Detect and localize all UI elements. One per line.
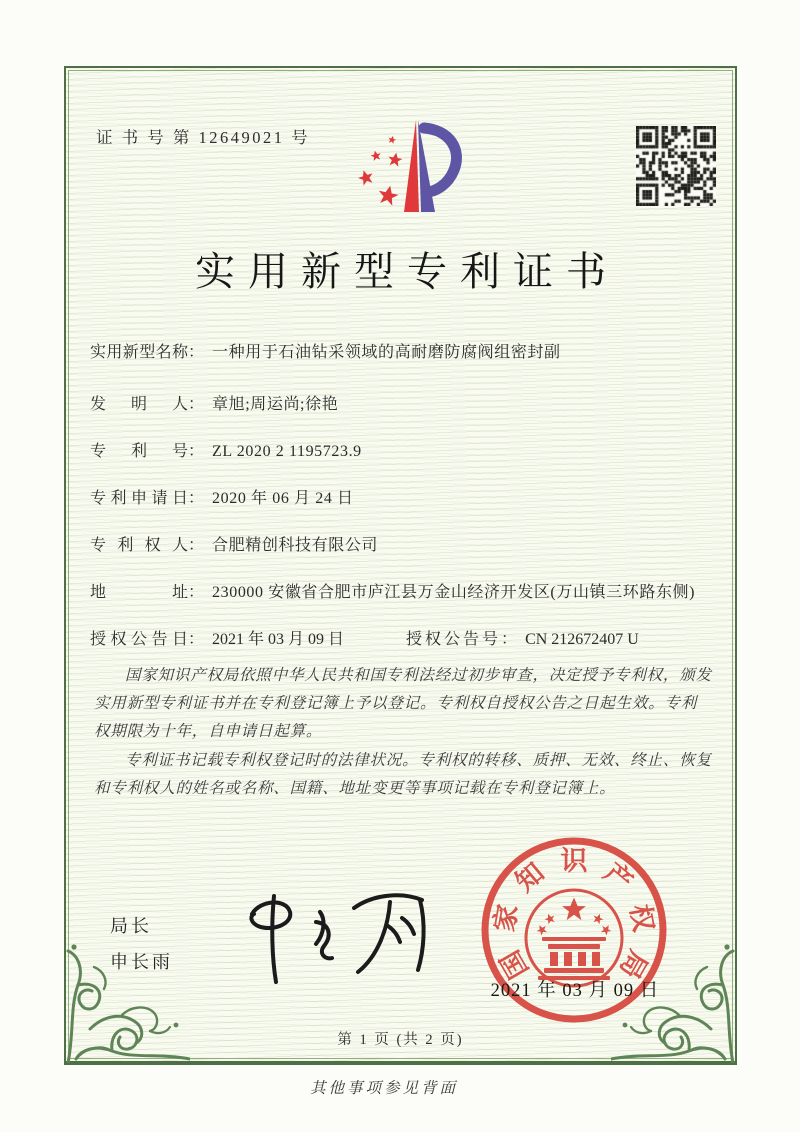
field-label: 专利申请日: [90, 490, 188, 507]
grant-date-pair: [90, 629, 344, 650]
field-label: 专利号: [90, 443, 188, 460]
qr-code: [636, 126, 716, 206]
logo-stars: [356, 135, 403, 206]
grant-number-label: 授权公告号: [406, 631, 502, 648]
corner-flourish-left-icon: [64, 937, 190, 1063]
field-value: 一种用于石油钻采领域的高耐磨防腐阀组密封副: [212, 344, 561, 361]
national-emblem-icon: [526, 890, 622, 986]
field-label: 专利权人: [90, 537, 188, 554]
field-colon: ：: [188, 537, 205, 554]
field-row-address: [90, 582, 718, 603]
field-value: 2020 年 06 月 24 日: [212, 490, 354, 507]
svg-text:产: 产: [598, 857, 639, 898]
svg-text:识: 识: [560, 846, 588, 877]
director-signature-icon: [216, 874, 446, 994]
legal-text: [94, 662, 712, 803]
field-value: ZL 2020 2 1195723.9: [212, 443, 362, 460]
field-colon: ：: [188, 344, 205, 361]
field-colon: ：: [188, 443, 205, 460]
field-label: 发明人: [90, 396, 188, 413]
logo-red-spike: [404, 120, 419, 212]
field-row-name: [90, 342, 718, 363]
seal-date: 2021 年 03 月 09 日: [490, 981, 660, 1001]
certificate-border-frame: [64, 66, 737, 1065]
svg-text:权: 权: [624, 902, 659, 934]
back-side-note: 其他事项参见背面: [309, 1080, 458, 1097]
svg-text:局: 局: [613, 945, 654, 984]
svg-text:国: 国: [494, 945, 535, 984]
field-label: 实用新型名称: [90, 344, 188, 361]
field-colon: ：: [188, 396, 205, 413]
legal-paragraph-1: 国家知识产权局依照中华人民共和国专利法经过初步审查，决定授予专利权，颁发实用新型专利证书并在专利登记簿上予以登记。专利权自授权公告之日起生效。专利权期限为十年，自申请日起算。: [94, 667, 712, 741]
cnipa-logo-icon: [340, 112, 466, 224]
commissioner-title: 局长: [110, 916, 152, 936]
commissioner-name: 申长雨: [110, 952, 173, 972]
field-value: 230000 安徽省合肥市庐江县万金山经济开发区(万山镇三环路东侧): [212, 584, 696, 601]
field-colon: ：: [188, 490, 205, 507]
field-value: 章旭;周运尚;徐艳: [212, 396, 339, 413]
corner-flourish-right-icon: [611, 937, 737, 1063]
field-row-inventors: [90, 394, 718, 415]
field-label: 授权公告日: [90, 631, 188, 648]
grant-date-value: 2021 年 03 月 09 日: [212, 631, 345, 648]
field-row-patentee: [90, 535, 718, 556]
field-colon: ：: [501, 631, 518, 648]
field-colon: ：: [188, 584, 205, 601]
field-list: [90, 342, 718, 650]
field-value: 合肥精创科技有限公司: [212, 537, 379, 554]
field-colon: ：: [188, 631, 205, 648]
svg-text:知: 知: [509, 857, 550, 898]
page-number: 第 1 页 (共 2 页): [337, 1032, 464, 1048]
svg-text:家: 家: [489, 902, 524, 934]
grant-row: [90, 629, 718, 650]
certificate-number: 证 书 号 第 12649021 号: [96, 128, 311, 147]
certificate-title: 实用新型专利证书: [195, 249, 619, 294]
field-row-filing-date: [90, 488, 718, 509]
field-label: 地址: [90, 584, 188, 601]
legal-paragraph-2: 专利证书记载专利权登记时的法律状况。专利权的转移、质押、无效、终止、恢复和专利权人的姓名或名称、国籍、地址变更等事项记载在专利登记簿上。: [94, 751, 712, 797]
grant-number-pair: [406, 629, 639, 650]
field-row-patent-number: [90, 441, 718, 462]
grant-number-value: CN 212672407 U: [525, 631, 639, 648]
